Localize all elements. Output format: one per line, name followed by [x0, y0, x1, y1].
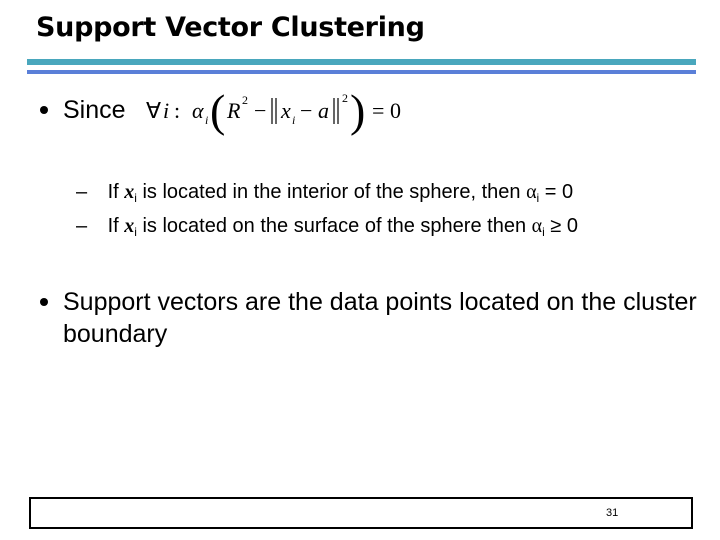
sub-bullet-2-var: x [124, 215, 135, 237]
bullet-2-dot [40, 298, 48, 306]
formula-minus: − [254, 98, 267, 123]
sub-bullet-2-var-sub: i [134, 225, 137, 239]
bullet-1-dot [40, 106, 48, 114]
sub-bullet-2-pre: If [107, 215, 119, 237]
formula-open-paren: ( [210, 85, 226, 136]
formula-zero: 0 [390, 98, 401, 123]
formula-a: a [318, 98, 329, 123]
sub-bullet-1 [76, 181, 573, 204]
footer-box [29, 497, 693, 529]
sub-bullet-2-alpha: α [531, 215, 543, 237]
sub-bullet-2-text: is located on the surface of the sphere then [142, 215, 527, 237]
bullet-2-text: Support vectors are the data points located on the cluster boundary [63, 288, 697, 348]
sub-bullet-2-alpha-sub: i [542, 225, 545, 239]
sub-bullet-1-pre: If [107, 181, 119, 203]
sub-bullet-1-relation: = 0 [544, 181, 574, 203]
sub-bullet-1-dash: – [76, 181, 88, 203]
title-rule-teal [27, 59, 696, 65]
formula-index: i [163, 98, 170, 123]
sub-bullet-1-alpha: α [526, 181, 537, 203]
sub-bullet-2-dash: – [76, 215, 88, 237]
formula-alpha-sub: i [205, 113, 209, 127]
sub-bullet-2-relation: ≥ 0 [550, 215, 579, 237]
formula-alpha: α [192, 98, 204, 123]
formula-norm-exp: 2 [342, 91, 348, 105]
slide-title: Support Vector Clustering [36, 12, 425, 43]
sub-bullet-1-alpha-sub: i [536, 191, 540, 205]
sub-bullet-2 [76, 215, 578, 238]
sub-bullet-1-var-sub: i [134, 191, 137, 205]
kkt-formula [140, 80, 420, 140]
title-rule-blue [27, 70, 696, 74]
sub-bullet-1-var: x [124, 181, 135, 203]
formula-R: R [227, 98, 241, 123]
formula-close-paren: ) [350, 85, 366, 136]
formula-colon: : [174, 98, 181, 123]
bullet-1-label: Since [63, 96, 126, 124]
formula-equals: = [372, 98, 385, 123]
formula-forall: ∀ [146, 98, 162, 123]
page-number: 31 [606, 507, 619, 519]
formula-R-exp: 2 [242, 93, 248, 107]
formula-x: x [281, 98, 291, 123]
formula-x-sub: i [292, 113, 296, 127]
sub-bullet-1-text: is located in the interior of the sphere, then [142, 181, 521, 203]
formula-minus-2: − [300, 98, 313, 123]
